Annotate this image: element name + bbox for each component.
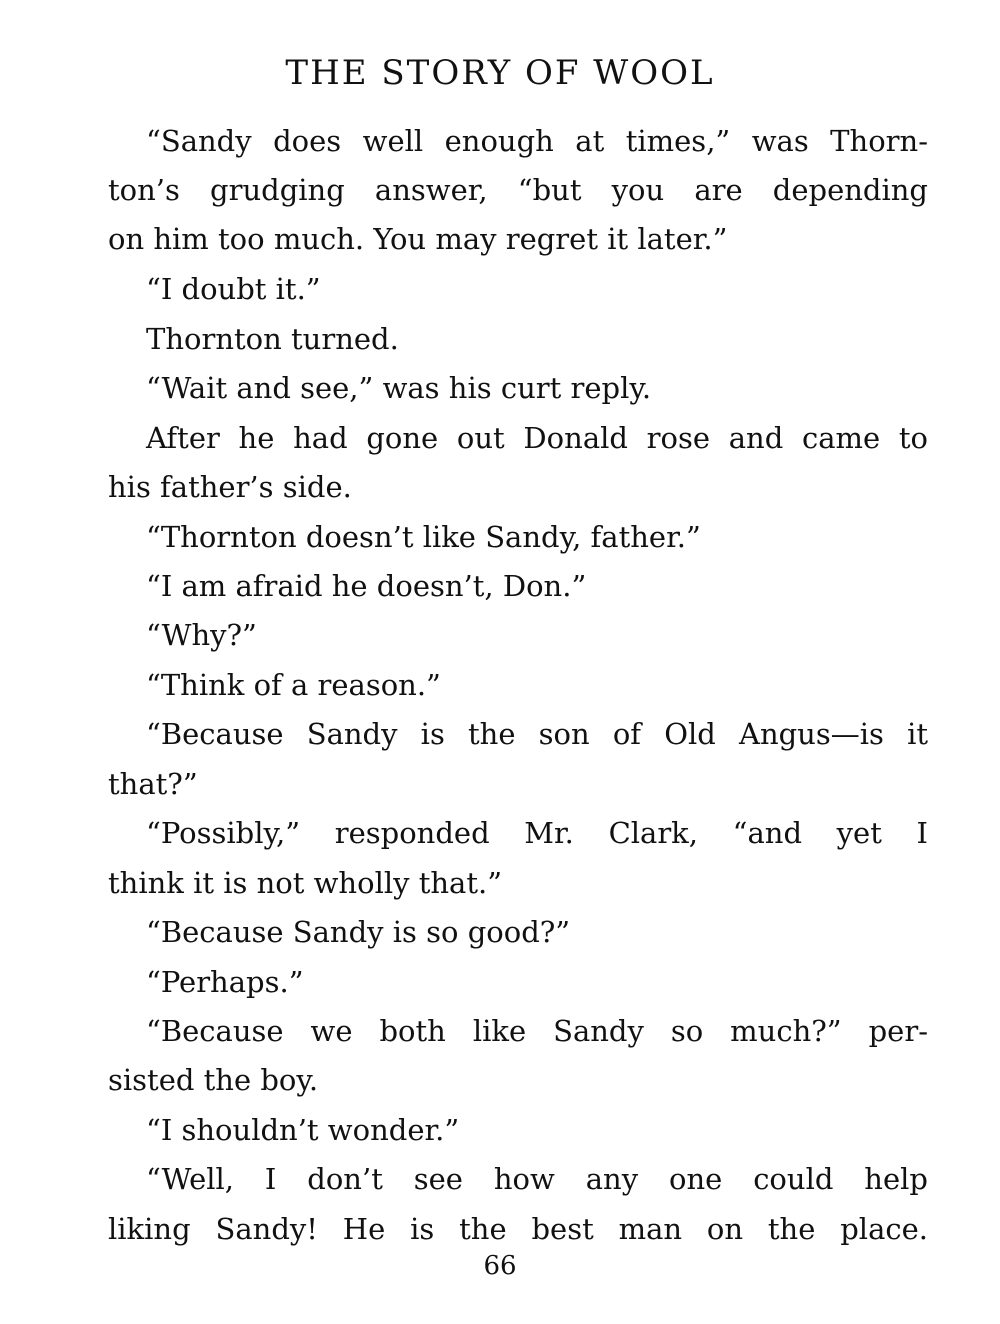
- text-line: his father’s side.: [108, 470, 352, 504]
- text-line: sisted the boy.: [108, 1063, 319, 1097]
- text-line: “I doubt it.”: [146, 272, 321, 306]
- text-line: ton’s grudging answer, “but you are depending: [108, 173, 928, 207]
- text-line: “I am afraid he doesn’t, Don.”: [146, 569, 587, 603]
- page-number: 66: [483, 1251, 517, 1281]
- text-line: on him too much. You may regret it later.”: [108, 222, 728, 256]
- text-line: think it is not wholly that.”: [108, 866, 503, 900]
- text-line: “Thornton doesn’t like Sandy, father.”: [146, 520, 701, 554]
- text-line: “Because Sandy is the son of Old Angus—is it: [146, 717, 928, 751]
- running-head: THE STORY OF WOOL: [285, 53, 715, 93]
- text-line: “Well, I don’t see how any one could help: [146, 1162, 928, 1196]
- text-line: “Think of a reason.”: [146, 668, 441, 702]
- text-line: “Because we both like Sandy so much?” per-: [146, 1014, 928, 1048]
- text-line: “I shouldn’t wonder.”: [146, 1113, 460, 1147]
- text-line: “Perhaps.”: [146, 965, 304, 999]
- text-line: Thornton turned.: [146, 322, 399, 356]
- text-line: that?”: [108, 767, 198, 801]
- text-line: “Sandy does well enough at times,” was Thorn-: [146, 124, 928, 158]
- text-line: “Wait and see,” was his curt reply.: [146, 371, 652, 405]
- text-line: liking Sandy! He is the best man on the place.: [108, 1212, 928, 1246]
- text-line: “Because Sandy is so good?”: [146, 915, 571, 949]
- text-line: “Why?”: [146, 618, 257, 652]
- text-line: “Possibly,” responded Mr. Clark, “and yet I: [146, 816, 928, 850]
- text-line: After he had gone out Donald rose and came to: [146, 421, 928, 455]
